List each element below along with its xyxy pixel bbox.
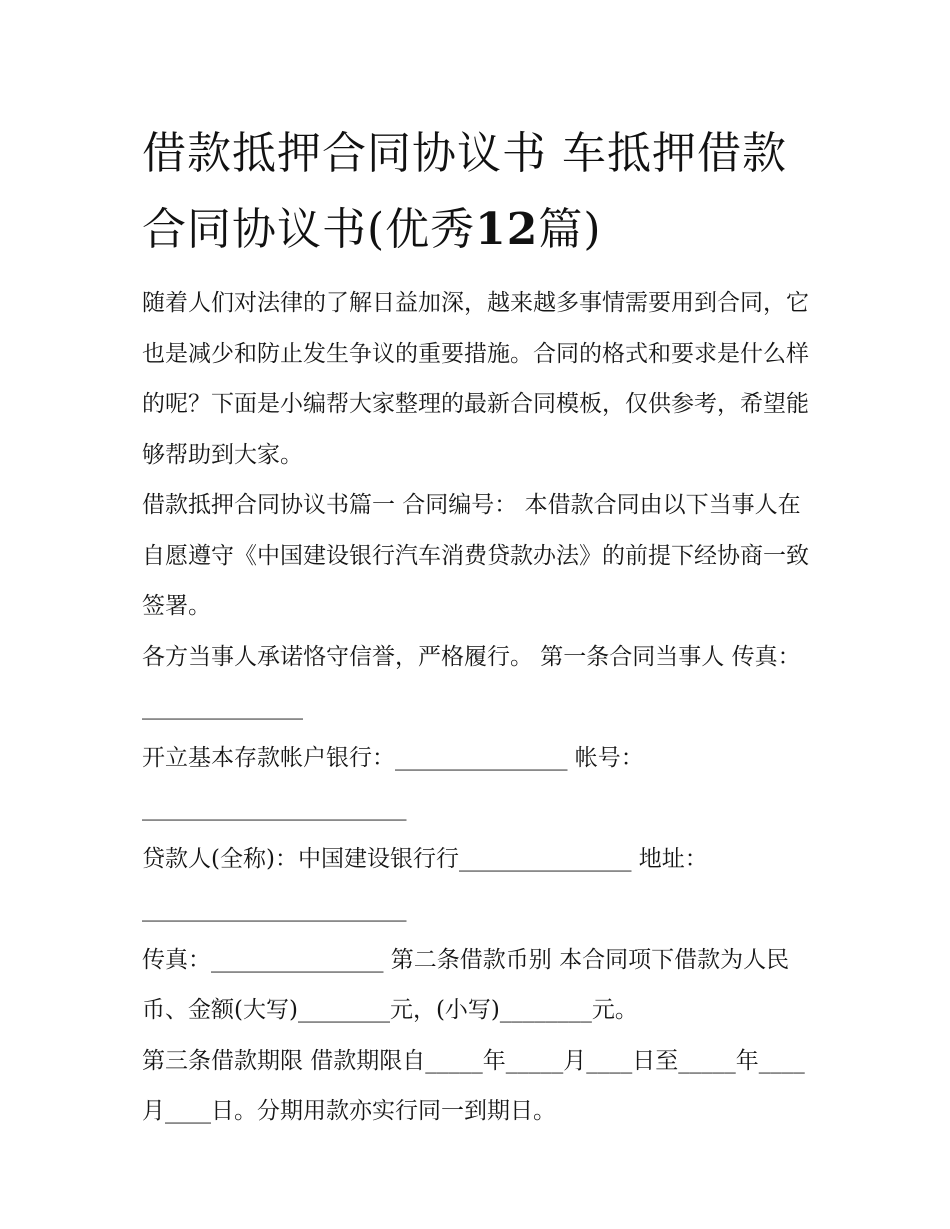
title-number: 12 xyxy=(475,204,539,255)
document-title xyxy=(142,116,822,268)
paragraph-lender: 贷款人(全称)：中国建设银行行_______________ 地址：_______________________ xyxy=(142,845,708,922)
paragraph-article-1: 各方当事人承诺恪守信誉，严格履行。 第一条合同当事人 传真：______________ xyxy=(142,643,801,720)
title-text-part1: 借款抵押合同协议书 车抵押借款合同协议书(优秀 xyxy=(142,128,787,255)
paragraph-bank-account: 开立基本存款帐户银行：_______________ 帐号：_______________________ xyxy=(142,744,644,821)
title-text-part2: 篇) xyxy=(538,204,602,255)
paragraph-contract-header: 借款抵押合同协议书篇一 合同编号： 本借款合同由以下当事人在自愿遵守《中国建设银行汽车消费贷款办法》的前提下经协商一致签署。 xyxy=(142,492,809,619)
paragraph-article-3: 第三条借款期限 借款期限自_____年_____月____日至_____年____月____日。分期用款亦实行同一到期日。 xyxy=(142,1047,805,1124)
document-body xyxy=(142,278,814,1137)
paragraph-intro: 随着人们对法律的了解日益加深，越来越多事情需要用到合同，它也是减少和防止发生争议的重要措施。合同的格式和要求是什么样的呢？下面是小编帮大家整理的最新合同模板，仅供参考，希望能够帮助到大家。 xyxy=(142,290,809,468)
paragraph-article-2: 传真：_______________ 第二条借款币别 本合同项下借款为人民币、金额(大写)________元，(小写)________元。 xyxy=(142,946,790,1023)
